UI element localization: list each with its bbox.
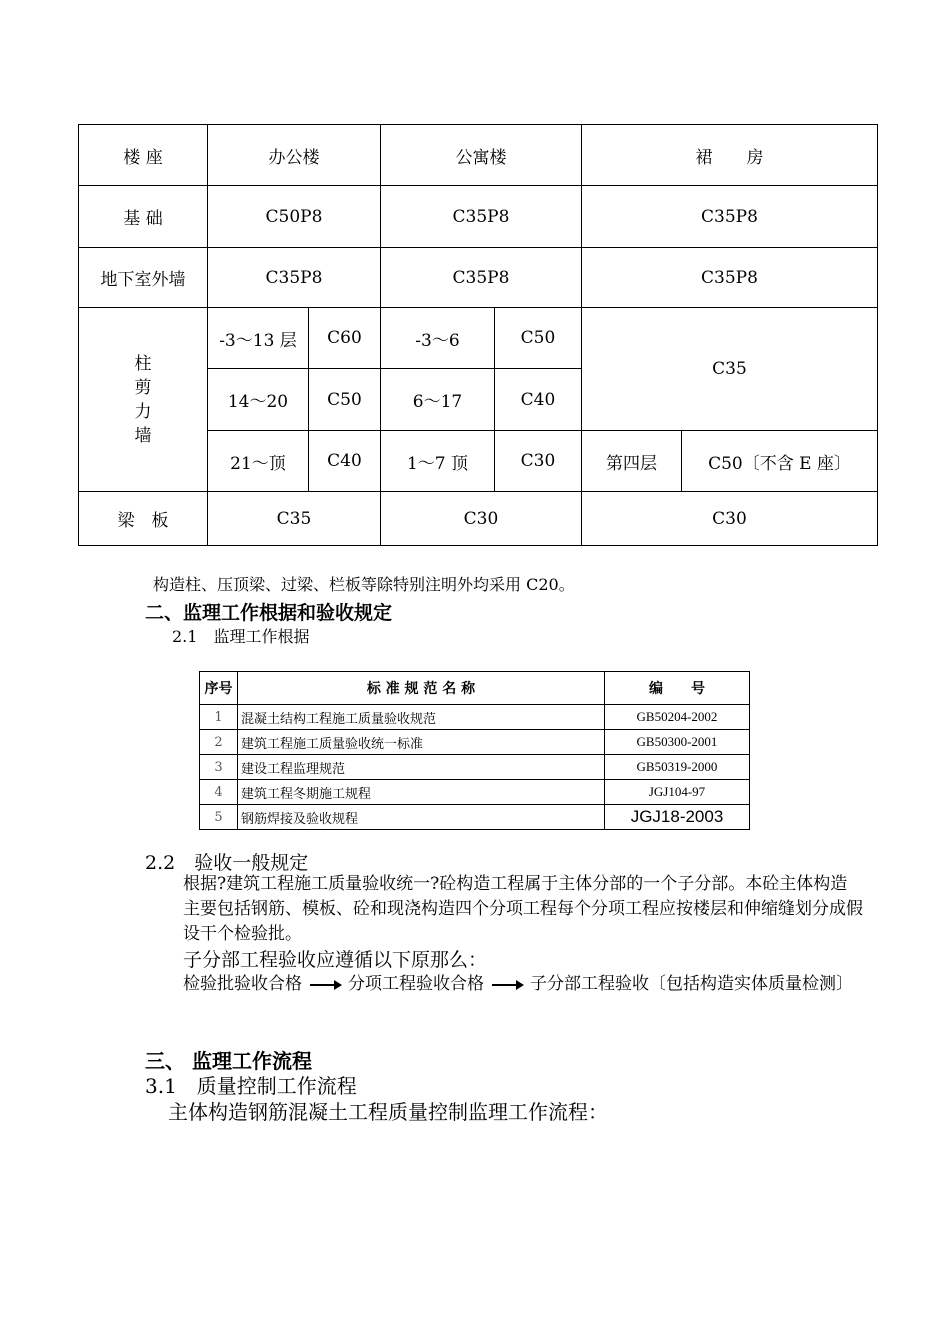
grade-cell: C35P8 xyxy=(381,186,582,248)
label-char: 墙 xyxy=(134,425,152,446)
grade-cell: C35P8 xyxy=(582,248,878,308)
foundation-row xyxy=(79,186,878,248)
standard-name: 混凝土结构工程施工质量验收规范 xyxy=(238,705,605,730)
floor-range-cell: -3～13 层 xyxy=(208,308,309,369)
flow-step-2: 分项工程验收合格 xyxy=(348,974,484,994)
row-no: 3 xyxy=(200,755,238,780)
subsection-2-1: 2.1 监理工作根据 xyxy=(172,627,310,646)
grade-cell: C40 xyxy=(309,431,381,492)
note-text: 构造柱、压顶梁、过梁、栏板等除特别注明外均采用 C20。 xyxy=(153,575,575,594)
grade-cell: C35 xyxy=(582,308,878,431)
header-no: 序号 xyxy=(200,672,238,705)
paragraph-2: 子分部工程验收应遵循以下原那么： xyxy=(183,949,488,971)
grade-cell: C30 xyxy=(381,492,582,546)
header-code: 编 号 xyxy=(605,672,750,705)
grade-cell: C50〔不含 E 座〕 xyxy=(682,431,878,492)
subsection-3-1: 3.1 质量控制工作流程 xyxy=(145,1074,357,1098)
grade-cell: C40 xyxy=(495,369,582,431)
arrow-right-icon xyxy=(310,984,340,986)
grade-cell: C50 xyxy=(309,369,381,431)
grade-cell: C30 xyxy=(582,492,878,546)
label-char: 柱 xyxy=(134,353,152,374)
standards-header-row xyxy=(200,672,750,705)
row-no: 1 xyxy=(200,705,238,730)
standard-code: GB50319-2000 xyxy=(605,755,750,780)
grade-cell: C50 xyxy=(495,308,582,369)
flow-step-1: 检验批验收合格 xyxy=(183,974,302,994)
floor-range-cell: 14～20 xyxy=(208,369,309,431)
label-char: 力 xyxy=(134,401,152,422)
table-row xyxy=(200,780,750,805)
grade-cell: C35P8 xyxy=(582,186,878,248)
header-name: 标 准 规 范 名 称 xyxy=(238,672,605,705)
row-label: 基 础 xyxy=(79,186,208,248)
header-building: 楼 座 xyxy=(79,125,208,186)
section-3-heading: 三、 监理工作流程 xyxy=(145,1049,312,1073)
row-no: 5 xyxy=(200,805,238,830)
standard-name: 建设工程监理规范 xyxy=(238,755,605,780)
standard-code: JGJ18-2003 xyxy=(605,805,750,830)
beam-slab-row xyxy=(79,492,878,546)
column-wall-label xyxy=(79,308,208,492)
standard-name: 建筑工程施工质量验收统一标准 xyxy=(238,730,605,755)
section-2-heading: 二、监理工作根据和验收规定 xyxy=(145,602,393,624)
floor-range-cell: 6～17 xyxy=(381,369,495,431)
row-no: 2 xyxy=(200,730,238,755)
grade-cell: C30 xyxy=(495,431,582,492)
standard-code: GB50204-2002 xyxy=(605,705,750,730)
grade-cell: C35P8 xyxy=(208,248,381,308)
floor-range-cell: 1～7 顶 xyxy=(381,431,495,492)
floor-range-cell: 第四层 xyxy=(582,431,682,492)
row-label: 梁 板 xyxy=(79,492,208,546)
grade-cell: C35P8 xyxy=(381,248,582,308)
table-row xyxy=(200,805,750,830)
grade-cell: C60 xyxy=(309,308,381,369)
grade-cell: C50P8 xyxy=(208,186,381,248)
row-no: 4 xyxy=(200,780,238,805)
table-row xyxy=(200,705,750,730)
header-office: 办公楼 xyxy=(208,125,381,186)
paragraph-1: 根据?建筑工程施工质量验收统一?砼构造工程属于主体分部的一个子分部。本砼主体构造主要包括钢筋、模板、砼和现浇构造四个分项工程每个分项工程应按楼层和伸缩缝划分成假设干个检验批。 xyxy=(183,874,863,944)
table-header-row xyxy=(79,125,878,186)
header-podium: 裙 房 xyxy=(582,125,878,186)
label-char: 剪 xyxy=(134,377,152,398)
standard-name: 建筑工程冬期施工规程 xyxy=(238,780,605,805)
subsection-2-2: 2.2 验收一般规定 xyxy=(145,852,309,874)
column-wall-row-1 xyxy=(79,308,878,369)
arrow-right-icon xyxy=(492,984,522,986)
flow-step-3: 子分部工程验收〔包括构造实体质量检测〕 xyxy=(530,974,853,994)
acceptance-flow xyxy=(145,972,863,997)
floor-range-cell: 21～顶 xyxy=(208,431,309,492)
workflow-intro: 主体构造钢筋混凝土工程质量控制监理工作流程： xyxy=(168,1100,608,1124)
table-row xyxy=(200,755,750,780)
standard-code: JGJ104-97 xyxy=(605,780,750,805)
standards-table xyxy=(199,671,750,830)
table-row xyxy=(200,730,750,755)
standard-code: GB50300-2001 xyxy=(605,730,750,755)
standard-name: 钢筋焊接及验收规程 xyxy=(238,805,605,830)
header-apartment: 公寓楼 xyxy=(381,125,582,186)
row-label: 地下室外墙 xyxy=(79,248,208,308)
floor-range-cell: -3～6 xyxy=(381,308,495,369)
concrete-grade-table xyxy=(78,124,878,546)
basement-wall-row xyxy=(79,248,878,308)
grade-cell: C35 xyxy=(208,492,381,546)
